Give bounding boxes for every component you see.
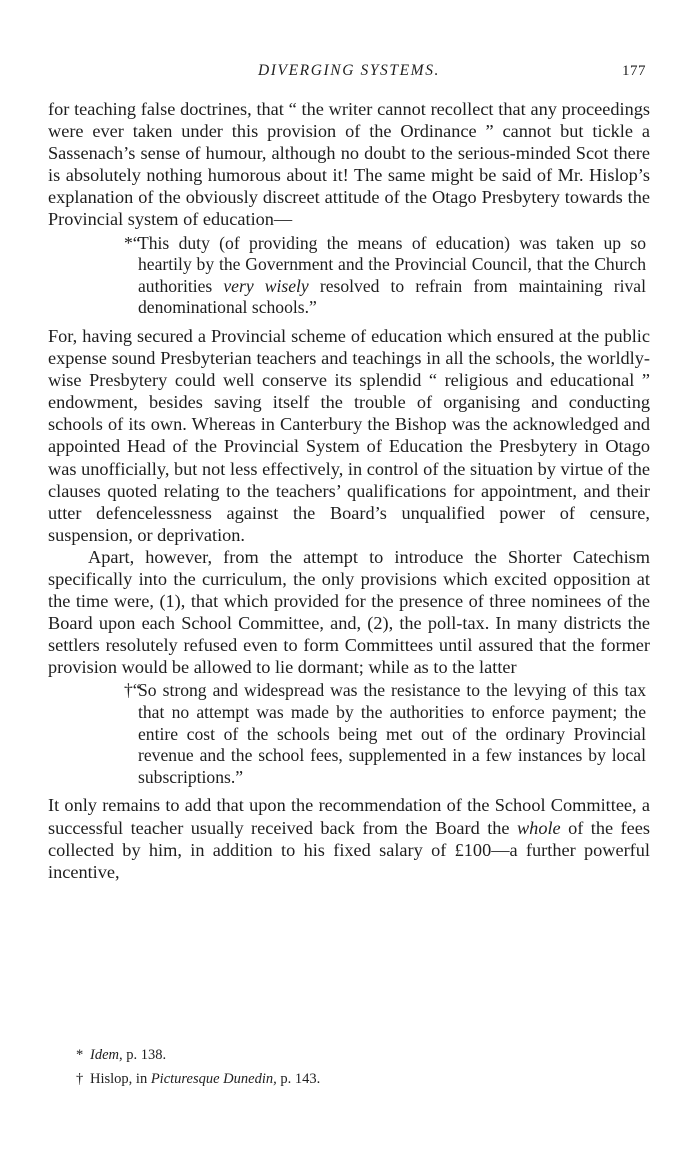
block-quote-2 bbox=[48, 680, 650, 788]
paragraph-2: For, having secured a Provincial scheme of education which ensured at the public expense sound Presbyterian teachers and teachings in all the schools, the worldly-wise Presbytery could well conserve its splendid “ religious and educational ” endowment, besides saving itself the trouble of organising and conducting schools of its own. Whereas in Canterbury the Bishop was the acknowledged and appointed Head of the Provincial System of Education the Presbytery in Otago was unofficially, but not less effectively, in control of the situation by virtue of the clauses quoted relating to the teachers’ qualifications for appointment, and their utter defencelessness against the Board’s unqualified power of censure, suspension, or deprivation. bbox=[48, 325, 650, 545]
footnote-1 bbox=[76, 1043, 636, 1067]
footnote-1-rest: p. 138. bbox=[122, 1047, 167, 1063]
footnote-2-rest: p. 143. bbox=[276, 1071, 321, 1087]
footnote-1-mark: * bbox=[76, 1047, 84, 1063]
quote-1-text-b: resolved to refrain from maintaining rival denominational schools.” bbox=[138, 275, 646, 318]
footnote-2-italic: Picturesque Dunedin, bbox=[150, 1071, 277, 1087]
paragraph-3: Apart, however, from the attempt to introduce the Shorter Catechism specifically into the curriculum, the only provisions which excited opposition at the time were, (1), that which provided for the presence of three nominees of the Board upon each School Committee, and, (2), the poll-tax. In many districts the settlers resolutely refused even to form Committees until assured that the former provision would be allowed to lie dormant; while as to the latter bbox=[48, 546, 650, 678]
paragraph-4-emphasis: whole bbox=[516, 817, 561, 838]
quote-2-text: So strong and widespread was the resistance to the levying of this tax that no attempt was made by the authorities to enforce payment; the entire cost of the schools being met out of the ordinary Provincial revenue and the school fees, supplemented in a few instances by local subscriptions.” bbox=[138, 680, 646, 787]
page-header bbox=[48, 62, 650, 84]
body-text bbox=[48, 98, 650, 883]
quote-1-text-a: This duty (of providing the means of education) was taken up so heartily by the Government and the Provincial Council, that the Church authorities bbox=[138, 232, 646, 296]
footnote-1-italic: Idem, bbox=[90, 1047, 123, 1063]
paragraph-4 bbox=[48, 794, 650, 882]
footnotes bbox=[76, 1043, 636, 1091]
footnote-2 bbox=[76, 1067, 636, 1091]
footnote-2-mark: † bbox=[76, 1071, 84, 1087]
paragraph-4-text-b: of the fees collected by him, in addition to his fixed salary of £100—a further powerful incentive, bbox=[48, 817, 650, 882]
block-quote-1 bbox=[48, 233, 650, 319]
running-head: DIVERGING SYSTEMS. bbox=[257, 62, 441, 79]
footnote-2-pre: Hislop, in bbox=[90, 1071, 151, 1087]
footnote-mark-star: *“ bbox=[124, 232, 141, 253]
footnote-mark-dagger: †“ bbox=[124, 680, 141, 701]
page-number: 177 bbox=[622, 63, 646, 79]
paragraph-1: for teaching false doctrines, that “ the writer cannot recollect that any proceedings were ever taken under this provision of the Ordinance ” cannot but tickle a Sassenach’s sense of humour, although no doubt to the serious-minded Scot there is absolutely nothing humorous about it! The same might be said of Mr. Hislop’s explanation of the obviously discreet attitude of the Otago Presbytery towards the Provincial system of education— bbox=[48, 99, 650, 230]
quote-1-emphasis: very wisely bbox=[223, 275, 309, 296]
paragraph-4-text-a: It only remains to add that upon the recommendation of the School Committee, a successful teacher usually received back from the Board the bbox=[48, 795, 650, 838]
